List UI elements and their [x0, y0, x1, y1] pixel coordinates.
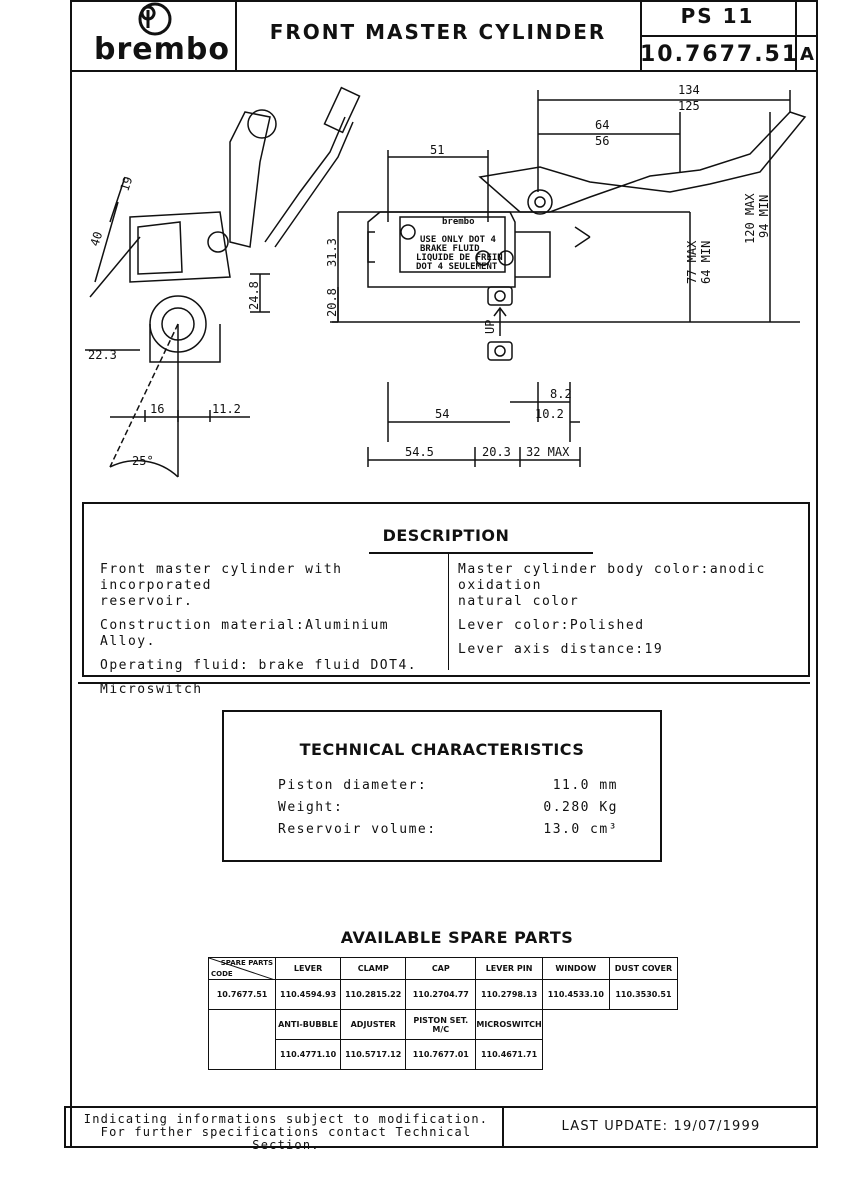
footer-note — [74, 1113, 498, 1152]
value-window: 110.4533.10 — [542, 980, 609, 1010]
header-piston-set: PISTON SET. M/C — [406, 1010, 476, 1040]
dim-51: 51 — [430, 143, 445, 157]
up-mark: UP — [483, 319, 497, 334]
spare-parts-title: AVAILABLE SPARE PARTS — [340, 928, 574, 947]
header-anti-bubble: ANTI-BUBBLE — [276, 1010, 341, 1040]
reservoir-label-3: LIQUIDE DE FREIN — [416, 253, 503, 263]
footer-note-line-2: For further specifications contact Technical Section. — [100, 1125, 472, 1152]
header-cap: CAP — [406, 958, 476, 980]
tech-label-weight: Weight: — [278, 800, 344, 815]
tech-value-piston: 11.0 mm — [552, 778, 618, 793]
desc-right-line-4: Lever axis distance:19 — [458, 642, 664, 657]
value-lever-pin: 110.2798.13 — [476, 980, 542, 1010]
description-left — [100, 562, 440, 698]
spare-blank-cell — [209, 1010, 276, 1070]
tech-value-volume: 13.0 cm³ — [543, 822, 618, 837]
spare-code-value: 10.7677.51 — [209, 980, 276, 1010]
desc-left-line-4: Operating fluid: brake fluid DOT4. — [100, 658, 418, 673]
tech-value-weight: 0.280 Kg — [543, 800, 618, 815]
dim-64: 64 — [595, 118, 610, 132]
dim-54-5: 54.5 — [405, 445, 434, 459]
dim-11-2: 11.2 — [212, 402, 241, 416]
dim-40: 40 — [87, 229, 106, 248]
header-microswitch: MICROSWITCH — [476, 1010, 542, 1040]
dim-120-max: 120 MAX — [743, 193, 757, 244]
value-microswitch: 110.4671.71 — [476, 1040, 542, 1070]
dim-20-8: 20.8 — [325, 288, 339, 317]
reservoir-label-4: DOT 4 SEULEMENT — [416, 262, 498, 272]
dim-19: 19 — [117, 174, 136, 193]
desc-left-line-3: Construction material:Aluminium Alloy. — [100, 618, 390, 649]
header-dust-cover: DUST COVER — [609, 958, 677, 980]
description-right — [458, 562, 808, 658]
revision-letter: A — [800, 44, 814, 65]
description-underline — [78, 682, 810, 684]
tech-label-volume: Reservoir volume: — [278, 822, 437, 837]
dim-94-min: 94 MIN — [757, 194, 771, 238]
body-logo-label: brembo — [442, 217, 475, 227]
description-title: DESCRIPTION — [382, 526, 510, 545]
dim-31-3: 31.3 — [325, 238, 339, 267]
header-code-divider — [640, 35, 818, 37]
brand-wordmark: brembo — [94, 32, 230, 67]
corner-spare-label: SPARE PARTS — [220, 959, 274, 967]
dim-77-max: 77 MAX — [685, 240, 699, 284]
spare-empty-area — [542, 1010, 677, 1070]
value-lever: 110.4594.93 — [276, 980, 341, 1010]
brembo-logo — [80, 2, 230, 70]
reservoir-label-2: BRAKE FLUID — [420, 244, 480, 254]
value-adjuster: 110.5717.12 — [341, 1040, 406, 1070]
last-update: LAST UPDATE: 19/07/1999 — [561, 1119, 761, 1134]
header-lever: LEVER — [276, 958, 341, 980]
dim-10-2: 10.2 — [535, 407, 564, 421]
dim-20-3: 20.3 — [482, 445, 511, 459]
spare-corner-cell — [209, 958, 276, 980]
header-window: WINDOW — [542, 958, 609, 980]
header-clamp: CLAMP — [341, 958, 406, 980]
desc-left-line-1: Front master cylinder with incorporated — [100, 562, 343, 593]
value-piston-set: 110.7677.01 — [406, 1040, 476, 1070]
description-divider — [448, 554, 449, 670]
header-adjuster: ADJUSTER — [341, 1010, 406, 1040]
dim-125: 125 — [678, 99, 700, 113]
value-cap: 110.2704.77 — [406, 980, 476, 1010]
spare-parts-table — [208, 957, 678, 1070]
dim-16: 16 — [150, 402, 165, 416]
desc-right-line-1: Master cylinder body color:anodic oxidation — [458, 562, 766, 593]
dim-8-2: 8.2 — [550, 387, 572, 401]
footer-box — [64, 1106, 818, 1152]
technical-drawing — [70, 72, 816, 492]
dim-56: 56 — [595, 134, 610, 148]
value-dust-cover: 110.3530.51 — [609, 980, 677, 1010]
sheet-code: PS 11 — [680, 4, 755, 28]
dim-54: 54 — [435, 407, 450, 421]
tech-label-piston: Piston diameter: — [278, 778, 428, 793]
dim-32-max: 32 MAX — [526, 445, 570, 459]
footer-divider — [502, 1108, 504, 1146]
description-title-rule — [369, 552, 593, 554]
document-title: FRONT MASTER CYLINDER — [269, 20, 607, 44]
description-box — [82, 502, 810, 697]
technical-title: TECHNICAL CHARACTERISTICS — [299, 740, 585, 759]
part-number: 10.7677.51 — [640, 42, 800, 67]
dim-24-8: 24.8 — [247, 281, 261, 310]
microswitch-cable — [265, 117, 345, 242]
reservoir-label-1: USE ONLY DOT 4 — [420, 235, 496, 245]
corner-code-label: CODE — [211, 970, 233, 978]
desc-left-line-2: reservoir. — [100, 594, 194, 609]
desc-right-line-3: Lever color:Polished — [458, 618, 645, 633]
technical-box — [222, 710, 662, 862]
desc-left-line-5: Microswitch — [100, 682, 203, 697]
footer-note-line-1: Indicating informations subject to modification. — [83, 1112, 489, 1126]
header-lever-pin: LEVER PIN — [476, 958, 542, 980]
dim-64-min: 64 MIN — [699, 240, 713, 284]
value-anti-bubble: 110.4771.10 — [276, 1040, 341, 1070]
dim-134: 134 — [678, 83, 700, 97]
dim-22-3: 22.3 — [88, 348, 117, 362]
value-clamp: 110.2815.22 — [341, 980, 406, 1010]
desc-right-line-2: natural color — [458, 594, 580, 609]
dim-25-deg: 25° — [132, 454, 154, 468]
